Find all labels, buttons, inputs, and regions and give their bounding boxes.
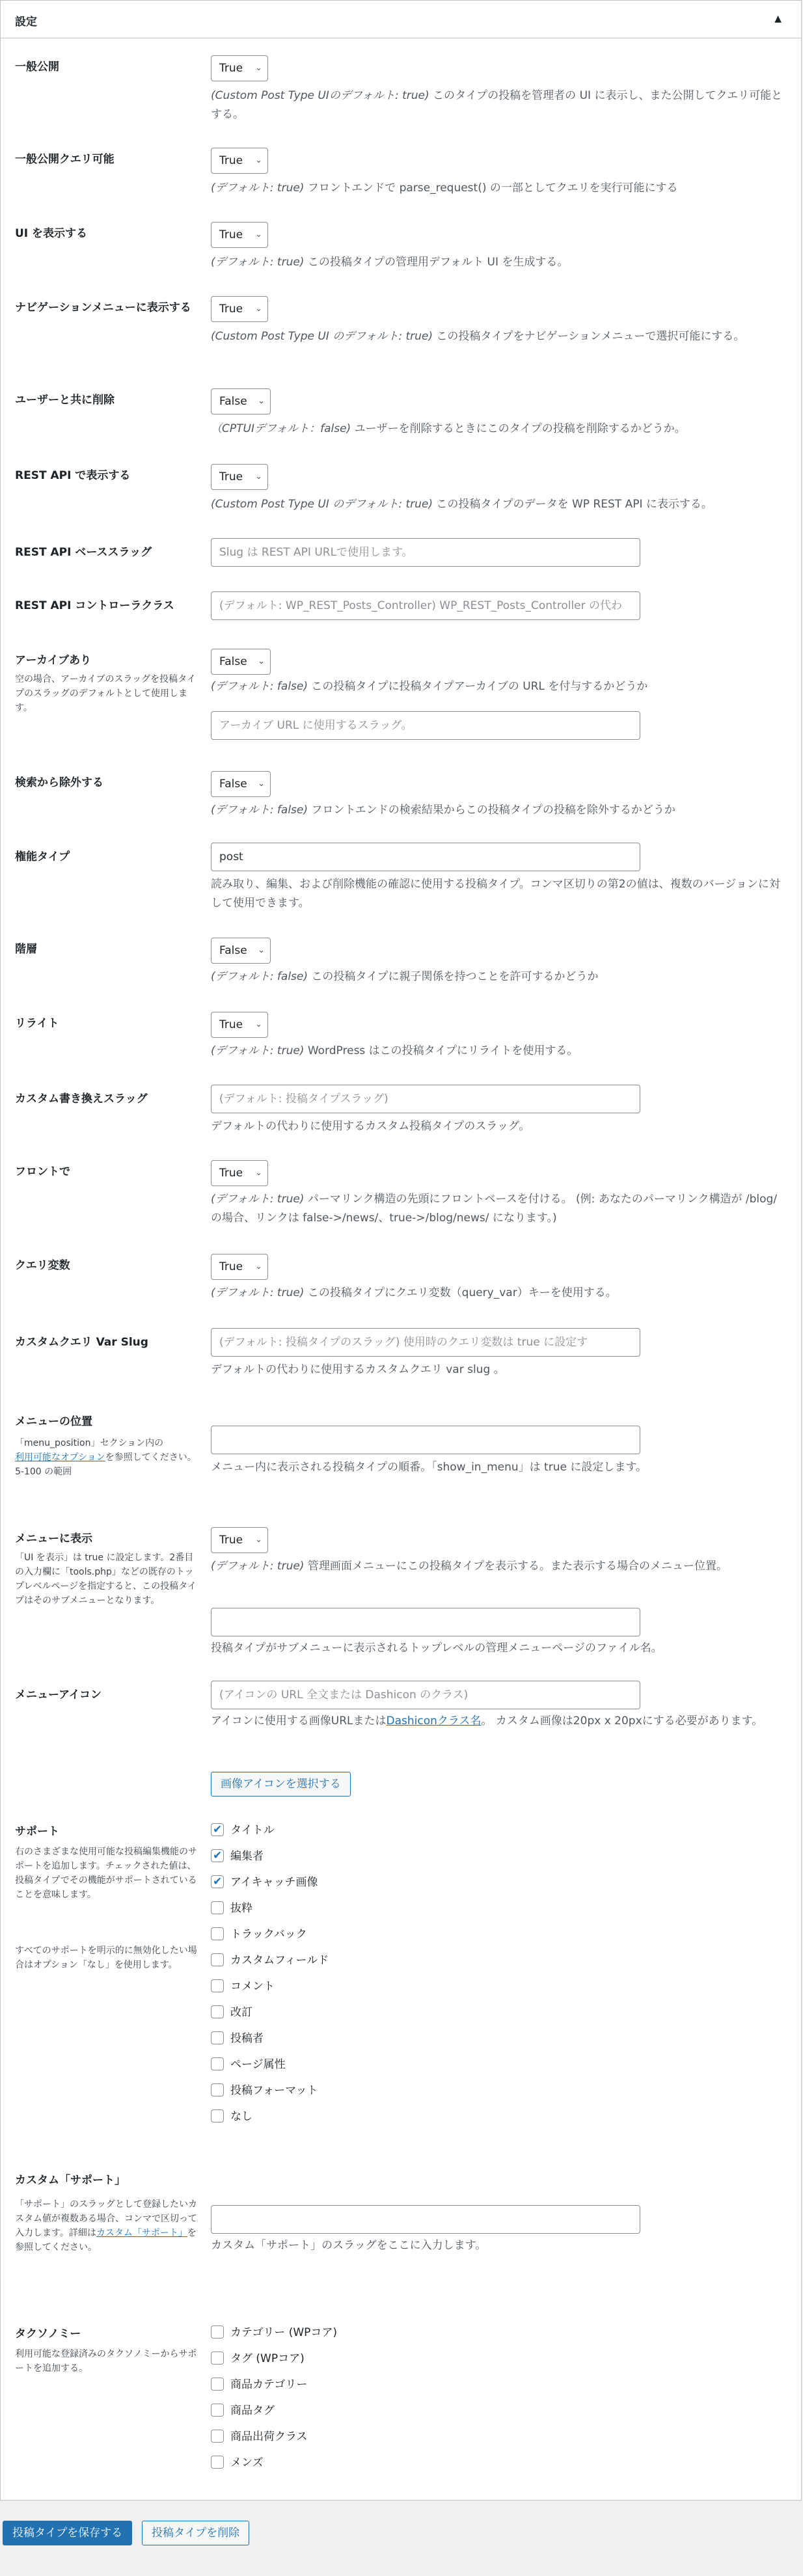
row-label: 検索から除外する [15,776,103,789]
checkbox[interactable] [211,2352,224,2365]
chevron-down-icon: ⌄ [255,472,262,481]
row-label: アーカイブあり [15,654,92,667]
delete-post-type-button[interactable]: 投稿タイプを削除 [142,2521,249,2545]
checkbox-item[interactable] [211,2350,601,2376]
checkbox-item[interactable] [211,2029,601,2055]
checkbox[interactable] [211,2378,224,2391]
show-in-rest-select[interactable] [211,464,268,490]
custom-supports-input[interactable] [211,2205,640,2234]
checkbox-label[interactable]: 編集者 [230,1850,264,1863]
hierarchical-select[interactable] [211,938,271,964]
select-value: True [219,470,243,483]
chevron-down-icon: ⌄ [255,1020,262,1029]
row-label: カスタム「サポート」 [15,2174,126,2187]
checkbox-item[interactable] [211,2108,601,2134]
checkbox[interactable] [211,2430,224,2443]
select-value: True [219,228,243,241]
select-value: False [219,655,247,668]
checkbox-label[interactable]: 商品出荷クラス [230,2430,308,2443]
row-label: 一般公開クエリ可能 [15,153,115,166]
select-value: True [219,154,243,167]
field-description: (Custom Post Type UIのデフォルト: true) このタイプの投稿を管理者の UI に表示し、また公開してクエリ可能とする。 [211,89,783,121]
show-in-menu-page-input[interactable] [211,1608,640,1636]
select-value: True [219,1018,243,1031]
menu-position-input[interactable] [211,1426,640,1454]
choose-image-icon-button[interactable]: 画像アイコンを選択する [211,1772,351,1796]
checkbox-label[interactable]: タイトル [230,1824,275,1837]
checkbox-label[interactable]: タグ (WPコア) [230,2352,305,2365]
custom-supports-link[interactable]: カスタム「サポート」 [96,2228,187,2238]
row-label: REST API で表示する [15,469,131,482]
checkbox-label[interactable]: ページ属性 [230,2058,286,2071]
taxonomies-checkbox-list [211,2324,601,2480]
rewrite-slug-input[interactable]: (デフォルト: 投稿タイプスラッグ) [211,1085,640,1113]
panel-title: 設定 [15,16,37,29]
field-description: (Custom Post Type UI のデフォルト: true) この投稿タイプのデータを WP REST API に表示する。 [211,498,713,511]
select-value: False [219,778,247,791]
select-value: False [219,395,247,408]
select-value: False [219,944,247,957]
show-ui-select[interactable] [211,222,268,248]
field-description: アイコンに使用する画像URLまたはDashiconクラス名。 カスタム画像は20px x 20pxにする必要があります。 [211,1715,763,1728]
row-label: メニューに表示 [15,1532,92,1545]
checkbox-item[interactable] [211,2324,601,2350]
field-description: (デフォルト: false) この投稿タイプに投稿タイプアーカイブの URL を付与するかどうか [211,680,648,693]
field-description: カスタム「サポート」のスラッグをここに入力します。 [211,2239,487,2252]
chevron-down-icon: ⌄ [255,1535,262,1545]
chevron-down-icon: ⌄ [255,1262,262,1271]
row-label: サポート [15,1825,59,1838]
dashicon-class-link[interactable]: クラス名 [437,1715,482,1728]
checkbox-label[interactable]: 改訂 [230,2006,252,2019]
field-description: 投稿タイプがサブメニューに表示されるトップレベルの管理メニューページのファイル名。 [211,1642,662,1655]
capability-type-input[interactable]: post [211,843,640,871]
field-description: (デフォルト: true) この投稿タイプの管理用デフォルト UI を生成する。 [211,256,569,269]
checkbox[interactable] [211,2031,224,2044]
checkbox[interactable] [211,2005,224,2018]
checkbox[interactable] [211,1901,224,1914]
field-description: (デフォルト: true) この投稿タイプにクエリ変数（query_var）キーを使用する。 [211,1286,617,1299]
checkbox-item[interactable] [211,1951,601,1977]
row-label: カスタムクエリ Var Slug [15,1336,148,1349]
checkbox-item[interactable] [211,2003,601,2029]
checkbox-item[interactable] [211,1821,601,1847]
checkbox-label[interactable]: アイキャッチ画像 [230,1876,318,1889]
row-label: メニューアイコン [15,1688,102,1702]
delete-with-user-select[interactable] [211,388,271,414]
checkbox-item[interactable] [211,2402,601,2428]
checkbox-item[interactable] [211,2454,601,2480]
field-description: (デフォルト: true) パーマリンク構造の先頭にフロントベースを付ける。 (例: あなたのパーマリンク構造が /blog/ の場合、リンクは false->/news/、true->/blog/news/ になります。) [211,1193,778,1225]
chevron-down-icon: ⌄ [255,63,262,73]
field-description: デフォルトの代わりに使用するカスタムクエリ var slug 。 [211,1363,505,1376]
checkbox[interactable] [211,1927,224,1940]
panel-header[interactable] [1,1,801,38]
query-var-slug-input[interactable]: (デフォルト: 投稿タイプのスラッグ) 使用時のクエリ変数は true に設定す [211,1328,640,1357]
row-label: ユーザーと共に削除 [15,394,115,407]
checkbox-item[interactable] [211,1847,601,1873]
checkbox[interactable] [211,2325,224,2339]
has-archive-slug-input[interactable]: アーカイブ URL に使用するスラッグ。 [211,711,640,740]
select-value: True [219,1260,243,1273]
dashicon-link[interactable]: Dashicon [386,1715,437,1728]
checkbox-checked[interactable] [211,1823,224,1836]
select-value: True [219,1167,243,1180]
chevron-down-icon: ⌄ [258,945,265,955]
row-help-text: 右のさまざまな使用可能な投稿編集機能のサポートを追加します。チェックされた値は、投稿タイプでその機能がサポートされていることを意味します。 [15,1847,197,1900]
field-description: （CPTUIデフォルト：false) ユーザーを削除するときにこのタイプの投稿を削除するかどうか。 [211,422,686,435]
checkbox[interactable] [211,1979,224,1992]
checkbox-label[interactable]: メンズ [230,2456,264,2469]
row-label: REST API ベーススラッグ [15,546,152,559]
with-front-select[interactable] [211,1160,268,1186]
chevron-down-icon: ⌄ [255,156,262,165]
checkbox-label[interactable]: 商品タグ [230,2404,275,2417]
checkbox-item[interactable] [211,2428,601,2454]
checkbox[interactable] [211,2057,224,2070]
exclude-from-search-select[interactable] [211,771,271,797]
rest-controller-input[interactable]: (デフォルト: WP_REST_Posts_Controller) WP_REST_Posts_Controller の代わ [211,591,640,620]
checkbox-label[interactable]: カスタムフィールド [230,1954,329,1967]
public-select[interactable] [211,55,268,81]
select-value: True [219,1534,243,1547]
checkbox-label[interactable]: トラックバック [230,1928,307,1941]
row-label: UI を表示する [15,227,88,240]
row-label: クエリ変数 [15,1259,70,1272]
checkbox-item[interactable] [211,1873,601,1899]
checkbox-label[interactable]: 投稿者 [230,2032,264,2045]
checkbox-item[interactable] [211,1925,601,1951]
field-description: (デフォルト: true) フロントエンドで parse_request() の一部としてクエリを実行可能にする [211,182,678,195]
checkbox-item[interactable] [211,1977,601,2003]
checkbox-label[interactable]: コメント [230,1980,275,1993]
has-archive-select[interactable] [211,649,271,675]
row-label: リライト [15,1017,59,1030]
checkbox[interactable] [211,2109,224,2122]
menu-icon-input[interactable]: (アイコンの URL 全文または Dashicon のクラス) [211,1681,640,1709]
save-post-type-button[interactable]: 投稿タイプを保存する [3,2521,132,2545]
rewrite-select[interactable] [211,1012,268,1038]
checkbox-item[interactable] [211,2081,601,2108]
field-description: (デフォルト: true) 管理画面メニューにこの投稿タイプを表示する。また表示する場合のメニュー位置。 [211,1560,728,1573]
field-description: デフォルトの代わりに使用するカスタム投稿タイプのスラッグ。 [211,1120,530,1133]
available-options-link[interactable]: 利用可能なオプション [15,1452,105,1463]
rest-base-input[interactable]: Slug は REST API URLで使用します。 [211,538,640,567]
checkbox-item[interactable] [211,2055,601,2081]
row-help-text: 空の場合、アーカイブのスラッグを投稿タイプのスラッグのデフォルトとして使用します。 [15,674,196,713]
row-label: 階層 [15,943,37,956]
checkbox[interactable] [211,2404,224,2417]
row-label: メニューの位置 [15,1415,92,1428]
field-description: 読み取り、編集、および削除機能の確認に使用する投稿タイプ。コンマ区切りの第2の値は、複数のバージョンに対して使用できます。 [211,878,780,910]
row-help-text: 利用可能な登録済みのタクソノミーからサポートを追加する。 [15,2349,197,2374]
row-label: フロントで [15,1165,70,1178]
row-label: 一般公開 [15,61,59,74]
show-in-menu-select[interactable] [211,1527,268,1553]
checkbox-checked[interactable] [211,1849,224,1862]
row-help-text: すべてのサポートを明示的に無効化したい場合はオプション「なし」を使用します。 [15,1946,197,1970]
field-description: (デフォルト: false) フロントエンドの検索結果からこの投稿タイプの投稿を除外するかどうか [211,804,675,817]
field-description: (デフォルト: false) この投稿タイプに親子関係を持つことを許可するかどうか [211,970,599,983]
row-help-text: 「サポート」のスラッグとして登録したいカスタム値が複数ある場合、コンマで区切って入力します。詳細はカスタム「サポート」を参照してください。 [15,2199,197,2253]
checkbox-label[interactable]: 抜粋 [230,1902,252,1915]
row-help-text: 「UI を表示」は true に設定します。2番目の入力欄に「tools.php」などの既存のトップレベルページを指定すると、この投稿タイプはそのサブメニューとなります。 [15,1552,197,1606]
show-in-nav-menus-select[interactable] [211,296,268,322]
chevron-down-icon: ⌄ [258,779,265,789]
row-help-text: 「menu_position」セクション内の 利用可能なオプションを参照してください。5-100 の範囲 [15,1438,197,1477]
checkbox-item[interactable] [211,1899,601,1925]
row-label: ナビゲーションメニューに表示する [15,301,191,314]
caret-up-icon[interactable]: ▲ [774,14,782,24]
checkbox[interactable] [211,2083,224,2096]
field-description: (Custom Post Type UI のデフォルト: true) この投稿タイプをナビゲーションメニューで選択可能にする。 [211,330,745,343]
checkbox-item[interactable] [211,2376,601,2402]
row-label: REST API コントローラクラス [15,599,174,612]
field-description: メニュー内に表示される投稿タイプの順番。「show_in_menu」は true に設定します。 [211,1461,647,1474]
chevron-down-icon: ⌄ [255,304,262,314]
chevron-down-icon: ⌄ [258,396,265,406]
select-value: True [219,62,243,75]
row-label: 権能タイプ [15,850,70,863]
supports-checkbox-list [211,1821,601,2134]
row-label: タクソノミー [15,2327,81,2340]
field-description: (デフォルト: true) WordPress はこの投稿タイプにリライトを使用する。 [211,1044,578,1057]
checkbox-label[interactable]: 商品カテゴリー [230,2378,308,2391]
checkbox-label[interactable]: なし [230,2110,252,2123]
chevron-down-icon: ⌄ [255,230,262,239]
checkbox[interactable] [211,1953,224,1966]
select-value: True [219,303,243,316]
checkbox-label[interactable]: 投稿フォーマット [230,2084,318,2097]
row-label: カスタム書き換えスラッグ [15,1092,148,1105]
checkbox-checked[interactable] [211,1875,224,1888]
chevron-down-icon: ⌄ [255,1168,262,1178]
checkbox[interactable] [211,2456,224,2469]
chevron-down-icon: ⌄ [258,657,265,666]
publicly-queryable-select[interactable] [211,148,268,174]
query-var-select[interactable] [211,1254,268,1280]
checkbox-label[interactable]: カテゴリー (WPコア) [230,2326,338,2339]
